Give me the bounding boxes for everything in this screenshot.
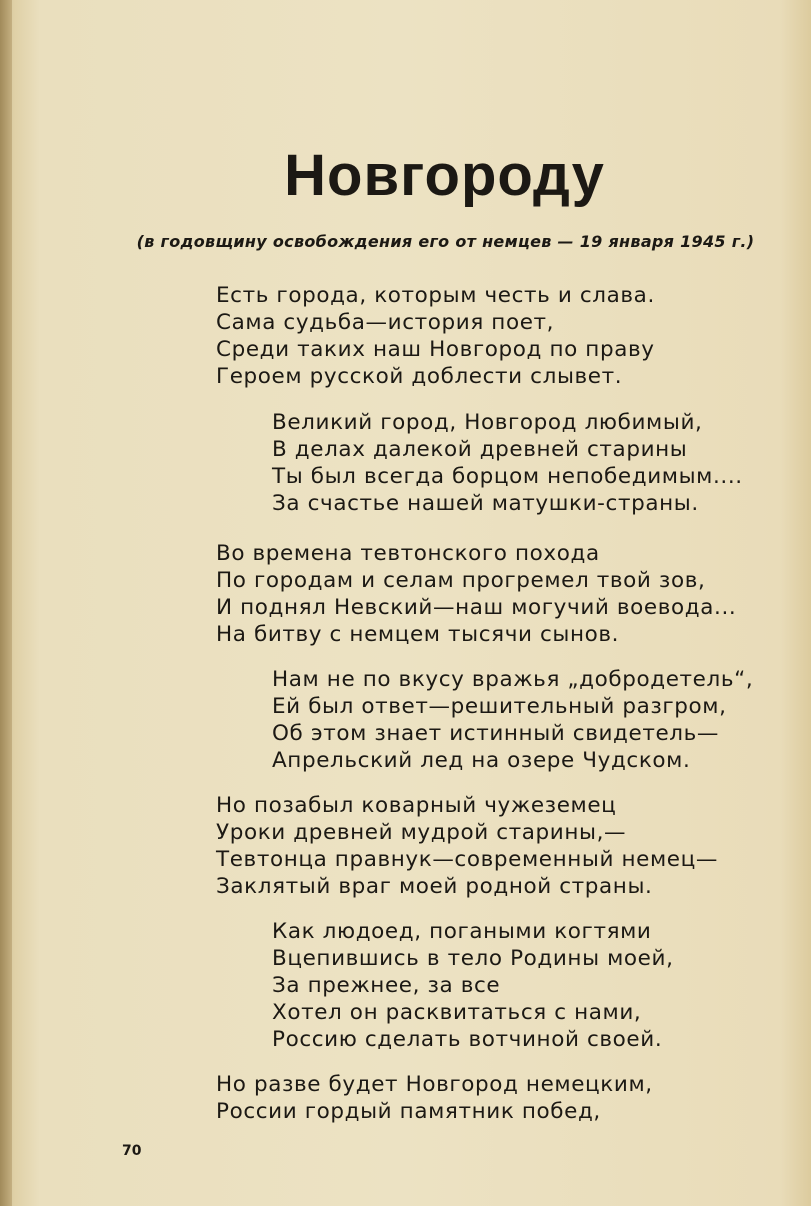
poem-line: Среди таких наш Новгород по праву — [216, 337, 655, 362]
stanza-3 — [216, 540, 736, 648]
poem-line: России гордый памятник побед, — [216, 1099, 601, 1124]
stanza-5 — [216, 792, 718, 900]
poem-line: Тевтонца правнук—современный немец— — [216, 847, 718, 872]
poem-line: Нам не по вкусу вражья „добродетель“, — [272, 667, 754, 692]
poem-line: Ей был ответ—решительный разгром, — [272, 694, 727, 719]
poem-line: Во времена тевтонского похода — [216, 541, 600, 566]
poem-subtitle: (в годовщину освобождения его от немцев — 19 января 1945 г.) — [136, 232, 755, 251]
stanza-7 — [216, 1071, 653, 1125]
poem-line: Заклятый враг моей родной страны. — [216, 874, 653, 899]
poem-line: На битву с немцем тысячи сынов. — [216, 622, 620, 647]
poem-line: Великий город, Новгород любимый, — [272, 410, 703, 435]
poem-line: Вцепившись в тело Родины моей, — [272, 946, 674, 971]
stanza-2 — [272, 409, 743, 517]
poem-line: В делах далекой древней старины — [272, 437, 688, 462]
poem-title: Новгороду — [284, 143, 605, 208]
poem-line: Ты был всегда борцом непобедимым.... — [272, 464, 743, 489]
poem-line: За счастье нашей матушки-страны. — [272, 491, 699, 516]
poem-line: Сама судьба—история поет, — [216, 310, 555, 335]
poem-line: Россию сделать вотчиной своей. — [272, 1027, 663, 1052]
stanza-4 — [272, 666, 753, 774]
poem-line: Апрельский лед на озере Чудском. — [272, 748, 691, 773]
poem-line: Но позабыл коварный чужеземец — [216, 793, 617, 818]
page-number: 70 — [122, 1143, 142, 1159]
poem-line: И поднял Невский—наш могучий воевода... — [216, 595, 737, 620]
poem-line: Героем русской доблести слывет. — [216, 364, 623, 389]
poem-line: Уроки древней мудрой старины,— — [216, 820, 627, 845]
stanza-1 — [216, 282, 655, 390]
poem-line: По городам и селам прогремел твой зов, — [216, 568, 706, 593]
poem-line: Об этом знает истинный свидетель— — [272, 721, 720, 746]
poem-line: Хотел он расквитаться с нами, — [272, 1000, 642, 1025]
poem-line: Как людоед, погаными когтями — [272, 919, 652, 944]
poem-line: Но разве будет Новгород немецким, — [216, 1072, 653, 1097]
stanza-6 — [272, 918, 674, 1053]
poem-line: Есть города, которым честь и слава. — [216, 283, 655, 308]
poem-line: За прежнее, за все — [272, 973, 501, 998]
